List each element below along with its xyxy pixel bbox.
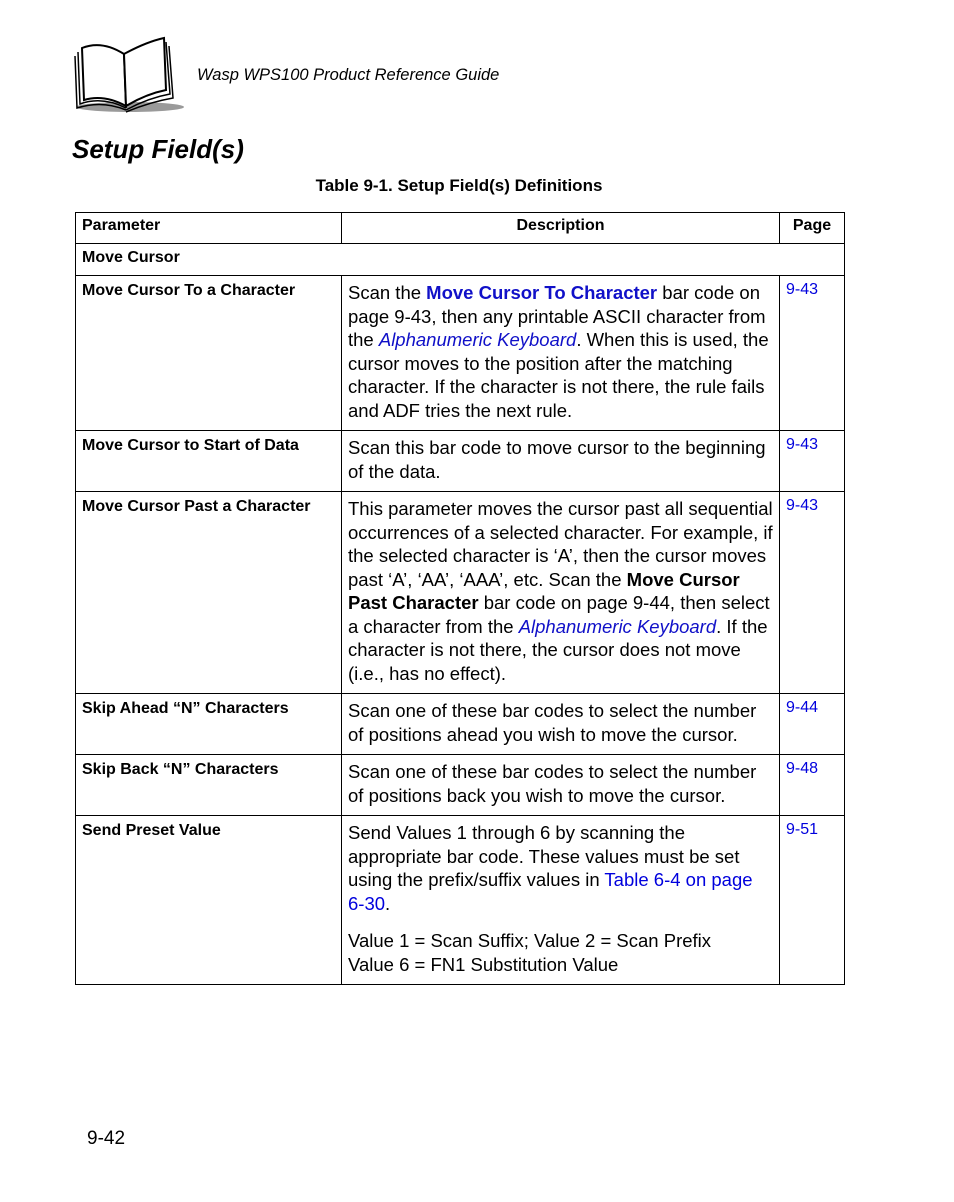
section-title: Setup Field(s) <box>72 134 244 164</box>
parameter-name: Send Preset Value <box>76 816 342 985</box>
definitions-table <box>75 212 845 985</box>
open-book-icon <box>68 34 186 114</box>
parameter-name: Move Cursor to Start of Data <box>76 431 342 492</box>
page-link[interactable]: 9-48 <box>786 760 819 777</box>
description-text: This parameter moves the cursor past all sequential occurrences of a selected character. For example, if the selected character is ‘A’, then the cursor moves past ‘A’, ‘AA’, ‘AAA’, etc. Scan the <box>348 498 773 590</box>
table-row <box>76 755 845 816</box>
table-caption: Table 9-1. Setup Field(s) Definitions <box>315 176 603 195</box>
description-text: bar code on page 9-44, then select a character from the <box>348 592 770 637</box>
parameter-name: Skip Back “N” Characters <box>76 755 342 816</box>
paragraph-spacer <box>348 915 773 929</box>
table-header-row <box>76 213 845 244</box>
page-link[interactable]: 9-43 <box>786 436 819 453</box>
description-text: . If the character is not there, the cursor does not move (i.e., has no effect). <box>348 615 768 684</box>
description-text: Scan this bar code to move cursor to the beginning of the data. <box>348 437 766 482</box>
running-header-title: Wasp WPS100 Product Reference Guide <box>197 66 500 84</box>
table-row <box>76 694 845 755</box>
alphanumeric-keyboard-link[interactable]: Alphanumeric Keyboard <box>518 615 717 637</box>
parameter-name: Move Cursor Past a Character <box>76 492 342 694</box>
page-reference <box>780 431 845 492</box>
description-text: Send Values 1 through 6 by scanning the appropriate bar code. These values must be set using the prefix/suffix values in <box>348 822 740 890</box>
page-link[interactable]: 9-51 <box>786 821 819 838</box>
table-row <box>76 431 845 492</box>
preset-value-line: Value 6 = FN1 Substitution Value <box>348 953 619 975</box>
description-text: bar code on page 9-43, then any printable ASCII character from the <box>348 282 766 350</box>
page-reference <box>780 755 845 816</box>
page-number: 9-42 <box>87 1128 126 1149</box>
page-link[interactable]: 9-43 <box>786 497 819 514</box>
preset-value-line: Value 1 = Scan Suffix; Value 2 = Scan Prefix <box>348 930 712 951</box>
description-paragraph <box>348 821 773 915</box>
table-row <box>76 276 845 431</box>
column-header-page: Page <box>780 213 845 244</box>
column-header-parameter: Parameter <box>76 213 342 244</box>
parameter-description <box>342 816 780 985</box>
page-link[interactable]: 9-44 <box>786 699 819 716</box>
parameter-description <box>342 755 780 816</box>
page-reference <box>780 694 845 755</box>
description-text: Scan the <box>348 282 427 303</box>
table-row <box>76 816 845 985</box>
description-text: Scan one of these bar codes to select the number of positions back you wish to move the cursor. <box>348 761 757 806</box>
move-cursor-to-character-link[interactable]: Move Cursor To Character <box>426 282 658 303</box>
page-link[interactable]: 9-43 <box>786 281 819 298</box>
parameter-description <box>342 276 780 431</box>
page-reference <box>780 276 845 431</box>
alphanumeric-keyboard-link[interactable]: Alphanumeric Keyboard <box>378 329 577 350</box>
description-text: Scan one of these bar codes to select the number of positions ahead you wish to move the cursor. <box>348 700 757 745</box>
table-row <box>76 492 845 694</box>
parameter-description <box>342 694 780 755</box>
column-header-description: Description <box>342 213 780 244</box>
description-text: . When this is used, the cursor moves to the position after the matching character. If the character is not there, the rule fails and ADF tries the next rule. <box>348 329 769 421</box>
group-label-move-cursor: Move Cursor <box>76 244 845 276</box>
parameter-description <box>342 492 780 694</box>
description-text: . <box>385 892 391 914</box>
parameter-name: Move Cursor To a Character <box>76 276 342 431</box>
parameter-description <box>342 431 780 492</box>
table-6-4-link[interactable]: Table 6-4 on page 6-30 <box>348 869 753 914</box>
table-group-row <box>76 244 845 276</box>
bar-code-name: Move Cursor Past Character <box>348 568 740 613</box>
page-reference <box>780 816 845 985</box>
page-reference <box>780 492 845 694</box>
parameter-name: Skip Ahead “N” Characters <box>76 694 342 755</box>
